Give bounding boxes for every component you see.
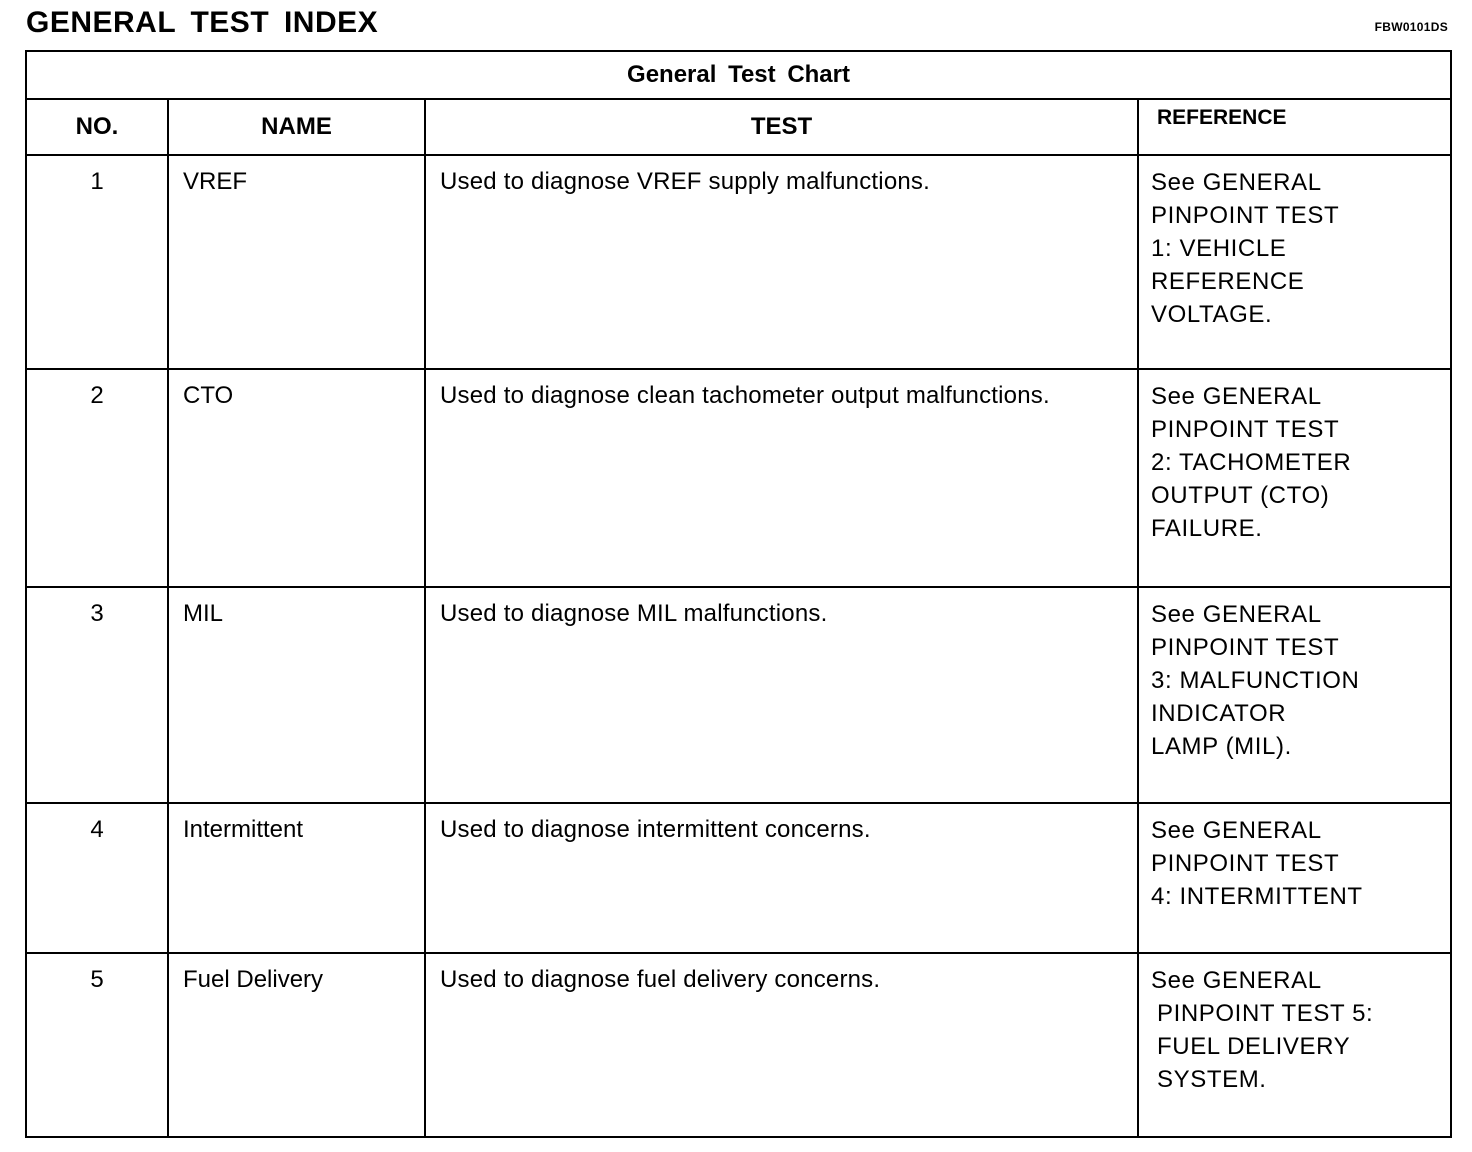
reference-line: See GENERAL — [1151, 383, 1322, 410]
table-header-row — [26, 99, 1451, 155]
document-code: FBW0101DS — [1374, 20, 1448, 34]
table-row — [26, 587, 1451, 803]
column-header-no: NO. — [26, 99, 168, 155]
row-reference — [1138, 155, 1451, 369]
reference-line: PINPOINT TEST — [1151, 634, 1340, 661]
row-number: 2 — [26, 369, 168, 587]
column-header-reference: REFERENCE — [1138, 99, 1451, 155]
column-header-test: TEST — [425, 99, 1138, 155]
reference-line: See GENERAL — [1151, 817, 1322, 844]
reference-line: FAILURE. — [1151, 515, 1263, 542]
row-name: VREF — [168, 155, 425, 369]
reference-line: 1: VEHICLE — [1151, 235, 1287, 262]
row-name: Intermittent — [168, 803, 425, 953]
reference-line: LAMP (MIL). — [1151, 733, 1292, 760]
reference-line: REFERENCE — [1151, 268, 1305, 295]
reference-line: PINPOINT TEST — [1151, 850, 1340, 877]
reference-line: 3: MALFUNCTION — [1151, 667, 1360, 694]
row-reference — [1138, 953, 1451, 1137]
reference-line: See GENERAL — [1151, 601, 1322, 628]
row-test-description: Used to diagnose clean tachometer output malfunctions. — [425, 369, 1138, 587]
row-reference — [1138, 587, 1451, 803]
row-test-description: Used to diagnose VREF supply malfunctions. — [425, 155, 1138, 369]
reference-line: VOLTAGE. — [1151, 301, 1273, 328]
reference-line: See GENERAL — [1151, 967, 1322, 994]
reference-line: PINPOINT TEST 5: — [1157, 1000, 1374, 1027]
row-name: MIL — [168, 587, 425, 803]
reference-line: PINPOINT TEST — [1151, 202, 1340, 229]
table-row — [26, 953, 1451, 1137]
general-test-table — [25, 50, 1452, 1138]
row-number: 1 — [26, 155, 168, 369]
row-test-description: Used to diagnose intermittent concerns. — [425, 803, 1138, 953]
reference-line: See GENERAL — [1151, 169, 1322, 196]
reference-line: 2: TACHOMETER — [1151, 449, 1352, 476]
reference-line: SYSTEM. — [1157, 1066, 1267, 1093]
reference-line: PINPOINT TEST — [1151, 416, 1340, 443]
table-row — [26, 369, 1451, 587]
table-row — [26, 155, 1451, 369]
row-test-description: Used to diagnose fuel delivery concerns. — [425, 953, 1138, 1137]
table-caption-row — [26, 51, 1451, 99]
row-number: 5 — [26, 953, 168, 1137]
row-number: 3 — [26, 587, 168, 803]
general-test-table-container — [25, 50, 1450, 1138]
reference-line: FUEL DELIVERY — [1157, 1033, 1351, 1060]
column-header-name: NAME — [168, 99, 425, 155]
row-test-description: Used to diagnose MIL malfunctions. — [425, 587, 1138, 803]
row-reference — [1138, 803, 1451, 953]
reference-line: 4: INTERMITTENT — [1151, 883, 1363, 910]
table-row — [26, 803, 1451, 953]
row-number: 4 — [26, 803, 168, 953]
row-name: Fuel Delivery — [168, 953, 425, 1137]
page-title: GENERAL TEST INDEX — [26, 6, 379, 39]
row-reference — [1138, 369, 1451, 587]
reference-line: INDICATOR — [1151, 700, 1287, 727]
row-name: CTO — [168, 369, 425, 587]
reference-line: OUTPUT (CTO) — [1151, 482, 1330, 509]
table-caption: General Test Chart — [26, 51, 1451, 99]
